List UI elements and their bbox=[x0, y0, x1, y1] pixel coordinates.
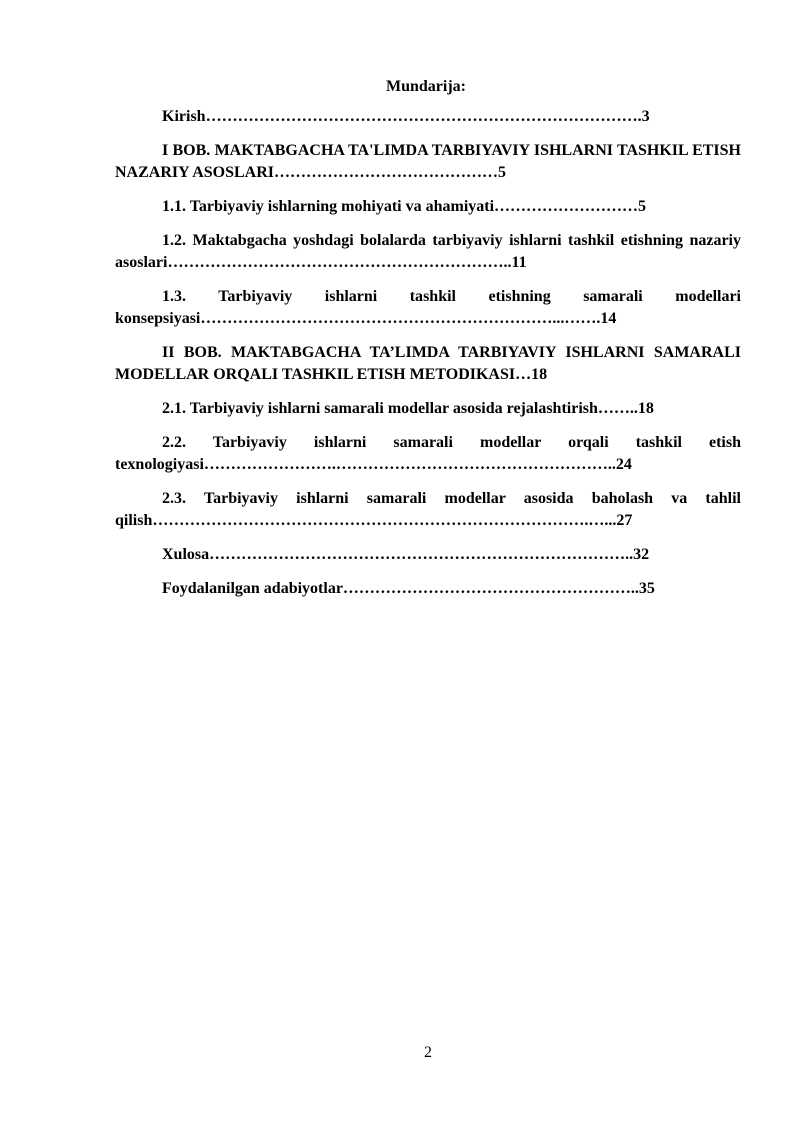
toc-entry-section-1-2: 1.2. Maktabgacha yoshdagi bolalarda tarbiyaviy ishlarni tashkil etishning nazariy asoslari………………………………………………………..11 bbox=[115, 232, 741, 271]
toc-entry-kirish: Kirish……………………………………………………………………….3 bbox=[162, 108, 650, 125]
toc-entry-section-2-2: 2.2. Tarbiyaviy ishlarni samarali modellar orqali tashkil etish texnologiyasi…………………….……………………………………………..24 bbox=[115, 434, 741, 473]
toc-entry-section-2-1: 2.1. Tarbiyaviy ishlarni samarali modellar asosida rejalashtirish……..18 bbox=[162, 400, 654, 417]
toc-entry-section-1-1: 1.1. Tarbiyaviy ishlarning mohiyati va ahamiyati………………………5 bbox=[162, 198, 647, 215]
toc-entry-section-1-3: 1.3. Tarbiyaviy ishlarni tashkil etishning samarali modellari konsepsiyasi…………………………………………………………...…….14 bbox=[115, 288, 741, 327]
toc-entry-chapter-1: I BOB. MAKTABGACHA TA'LIMDA TARBIYAVIY ISHLARNI TASHKIL ETISH NAZARIY ASOSLARI……………………………………5 bbox=[115, 142, 741, 181]
toc-entry-section-2-3: 2.3. Tarbiyaviy ishlarni samarali modellar asosida baholash va tahlil qilish……………………………………………………………………….…...27 bbox=[115, 490, 741, 529]
toc-entry-chapter-2: II BOB. MAKTABGACHA TA’LIMDA TARBIYAVIY ISHLARNI SAMARALI MODELLAR ORQALI TASHKIL ETISH METODIKASI…18 bbox=[115, 344, 741, 383]
table-of-contents bbox=[115, 106, 741, 612]
page-number: 2 bbox=[424, 1044, 432, 1061]
toc-entry-xulosa: Xulosa……………………………………………………………………..32 bbox=[162, 546, 650, 563]
toc-title: Mundarija: bbox=[386, 78, 466, 95]
toc-entry-adabiyotlar: Foydalanilgan adabiyotlar………………………………………………..35 bbox=[162, 580, 655, 597]
